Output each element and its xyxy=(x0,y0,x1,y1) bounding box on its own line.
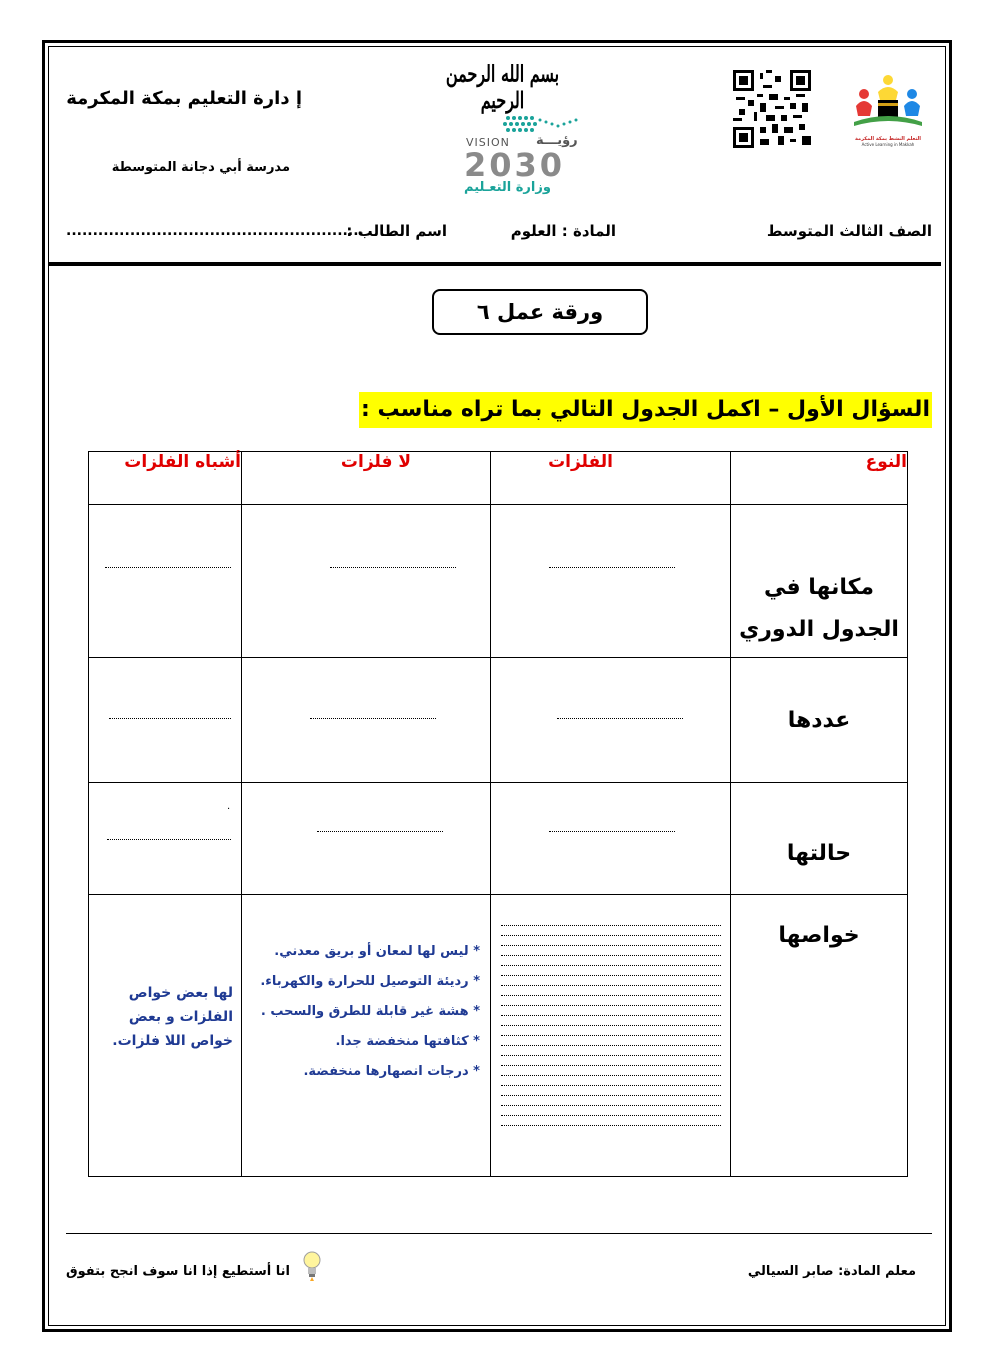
row-label-properties: خواصها xyxy=(731,895,908,1177)
answer-line[interactable] xyxy=(109,718,231,719)
cell-metalloids-state[interactable] xyxy=(89,783,242,895)
cell-metals-count[interactable] xyxy=(491,658,731,783)
lightbulb-icon xyxy=(300,1248,324,1282)
cell-nonmetals-state[interactable] xyxy=(242,783,491,895)
metalloid-properties-text xyxy=(112,981,233,1053)
cell-nonmetals-properties xyxy=(242,895,491,1177)
logo-caption-en: Active Learning in Makkah xyxy=(861,142,915,147)
ministry-name: وزارة التعـليم xyxy=(464,180,551,195)
answer-line[interactable] xyxy=(501,1005,721,1006)
question-1: السؤال الأول – اكمل الجدول التالي بما تراه مناسب : xyxy=(359,392,932,428)
answer-line[interactable] xyxy=(557,718,683,719)
student-name-field[interactable]: ........................................................ xyxy=(66,223,364,239)
cell-metals-properties[interactable] xyxy=(491,895,731,1177)
list-item: * هشة غير قابلة للطرق والسحب . xyxy=(260,1004,480,1019)
header-type: النوع xyxy=(731,452,908,505)
cell-nonmetals-position[interactable] xyxy=(242,505,491,658)
basmala-text: بسم الله الرحمن الرحيم xyxy=(445,60,560,114)
active-learning-logo xyxy=(850,72,926,148)
answer-line[interactable] xyxy=(501,985,721,986)
header-metals: الفلزات xyxy=(491,452,731,505)
school-name: مدرسة أبي دجانة المتوسطة xyxy=(111,160,290,175)
text-line: خواص اللا فلزات. xyxy=(112,1033,233,1049)
answer-line[interactable] xyxy=(501,1075,721,1076)
row-label-line: مكانها في xyxy=(763,575,875,600)
table-row xyxy=(89,783,908,895)
answer-line[interactable] xyxy=(105,567,231,568)
answer-line[interactable] xyxy=(501,1115,721,1116)
answer-line[interactable] xyxy=(501,995,721,996)
cell-metalloids-properties xyxy=(89,895,242,1177)
answer-line[interactable] xyxy=(501,1015,721,1016)
cell-metals-position[interactable] xyxy=(491,505,731,658)
vision-2030-logo xyxy=(460,106,600,198)
student-name-label: اسم الطالب : xyxy=(346,222,447,240)
answer-line[interactable] xyxy=(501,1085,721,1086)
list-item: * درجات انصهارها منخفضة. xyxy=(303,1064,480,1079)
footer-divider xyxy=(66,1233,932,1234)
answer-line[interactable] xyxy=(107,839,231,840)
answer-line[interactable] xyxy=(310,718,436,719)
answer-line[interactable] xyxy=(501,965,721,966)
row-label-position xyxy=(731,505,908,658)
answer-line[interactable] xyxy=(549,567,675,568)
row-label-count: عددها xyxy=(731,658,908,783)
elements-table xyxy=(88,451,908,1177)
table-header-row xyxy=(89,452,908,505)
answer-line[interactable] xyxy=(317,831,443,832)
admin-name: إ دارة التعليم بمكة المكرمة xyxy=(66,88,302,109)
table-row xyxy=(89,895,908,1177)
answer-line[interactable] xyxy=(501,1095,721,1096)
motto: انا أستطيع إذا انا سوف انجح بتفوق xyxy=(65,1264,290,1279)
answer-line[interactable] xyxy=(501,1125,721,1126)
vision-word: VISION xyxy=(466,136,510,149)
nonmetal-properties-list xyxy=(260,937,480,1087)
answer-line[interactable] xyxy=(501,1105,721,1106)
row-label-line: الجدول الدوري xyxy=(739,617,899,642)
vision-year: 2030 xyxy=(464,146,566,184)
list-item: * ليس لها لمعان أو بريق معدني. xyxy=(274,944,480,959)
logo-caption: التعلم النشط بمكة المكرمة xyxy=(855,136,921,142)
answer-line[interactable] xyxy=(501,975,721,976)
cell-metals-state[interactable] xyxy=(491,783,731,895)
answer-line[interactable] xyxy=(501,935,721,936)
teacher-name: معلم المادة: صابر السيالي xyxy=(747,1264,916,1279)
answer-line[interactable] xyxy=(549,831,675,832)
table-row xyxy=(89,658,908,783)
text-line: الفلزات و بعض xyxy=(128,1009,233,1025)
answer-line[interactable] xyxy=(501,1035,721,1036)
list-item: * كثافتها منخفضة جدا. xyxy=(335,1034,480,1049)
grade-label: الصف الثالث المتوسط xyxy=(766,222,932,240)
row-label-state: حالتها xyxy=(731,783,908,895)
cell-metalloids-position[interactable] xyxy=(89,505,242,658)
answer-line[interactable] xyxy=(501,945,721,946)
subject-label: المادة : العلوم xyxy=(510,222,616,240)
header-metalloids: أشباه الفلزات xyxy=(89,452,242,505)
answer-line[interactable] xyxy=(330,567,456,568)
answer-line[interactable] xyxy=(501,1065,721,1066)
answer-line[interactable] xyxy=(501,955,721,956)
table-row xyxy=(89,505,908,658)
header-nonmetals: لا فلزات xyxy=(242,452,491,505)
text-line: لها بعض خواص xyxy=(128,985,233,1001)
answer-line[interactable] xyxy=(501,1055,721,1056)
cell-metalloids-count[interactable] xyxy=(89,658,242,783)
list-item: * رديئة التوصيل للحرارة والكهرباء. xyxy=(260,974,480,989)
people-kaaba-icon xyxy=(850,72,926,132)
basmala-calligraphy xyxy=(425,60,580,114)
vision-arabic: رؤيـــة xyxy=(536,133,578,148)
answer-line[interactable] xyxy=(501,1025,721,1026)
cell-nonmetals-count[interactable] xyxy=(242,658,491,783)
worksheet-title: ورقة عمل ٦ xyxy=(432,289,648,335)
stray-dot: . xyxy=(227,801,231,812)
answer-line[interactable] xyxy=(501,1045,721,1046)
answer-line[interactable] xyxy=(501,925,721,926)
qr-code xyxy=(733,70,811,148)
header-divider xyxy=(48,262,941,266)
